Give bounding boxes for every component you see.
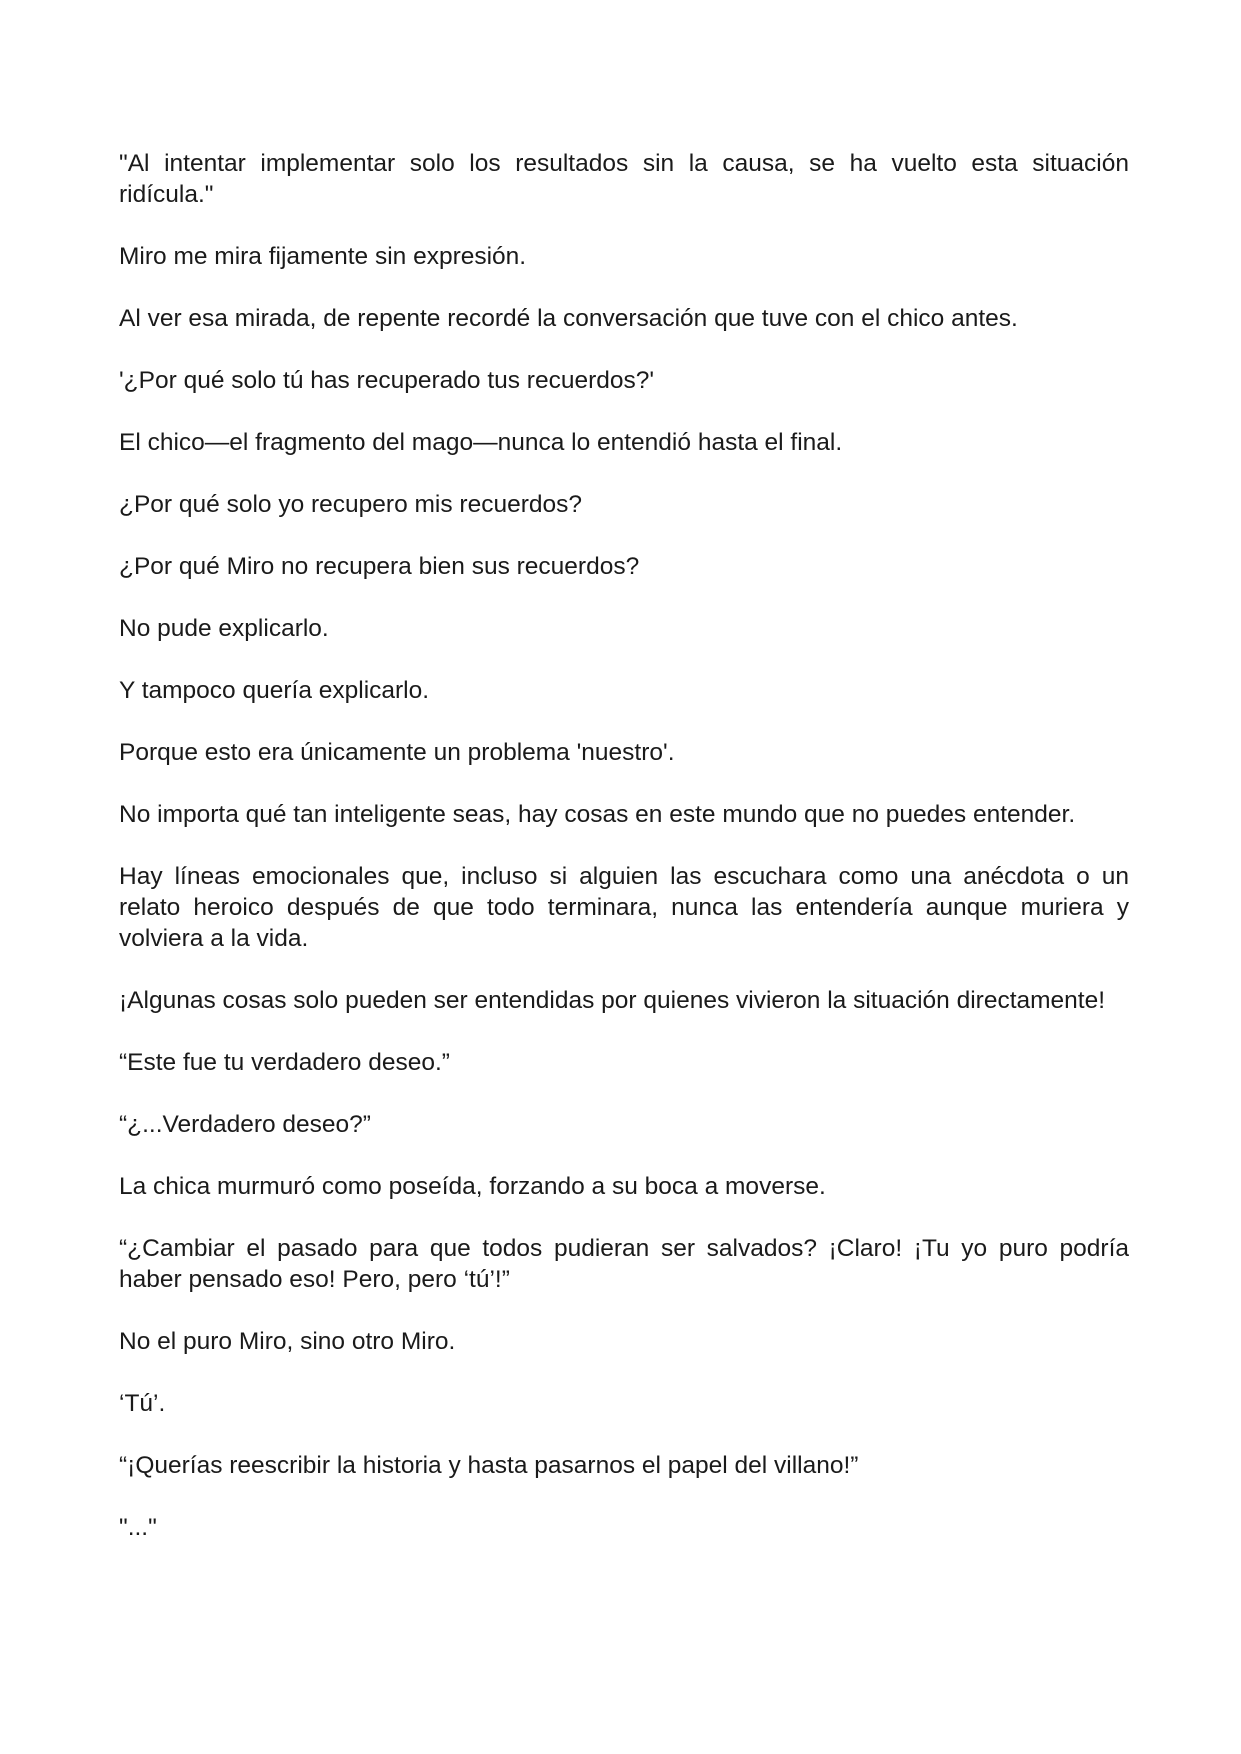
paragraph: ¿Por qué Miro no recupera bien sus recuerdos? bbox=[119, 553, 640, 580]
paragraph: “Este fue tu verdadero deseo.” bbox=[119, 1049, 450, 1076]
paragraph: Porque esto era únicamente un problema 'nuestro'. bbox=[119, 739, 675, 766]
paragraph: No el puro Miro, sino otro Miro. bbox=[119, 1328, 456, 1355]
paragraph: No pude explicarlo. bbox=[119, 615, 329, 642]
paragraph: La chica murmuró como poseída, forzando a su boca a moverse. bbox=[119, 1173, 826, 1200]
paragraph: Y tampoco quería explicarlo. bbox=[119, 677, 430, 704]
paragraph: ¡Algunas cosas solo pueden ser entendidas por quienes vivieron la situación directamente! bbox=[119, 987, 1106, 1014]
paragraph: Hay líneas emocionales que, incluso si alguien las escuchara como una anécdota o un relato heroico después de que todo terminara, nunca las entendería aunque muriera y volviera a la vida. bbox=[119, 863, 1129, 952]
paragraph: ¿Por qué solo yo recupero mis recuerdos? bbox=[119, 491, 582, 518]
paragraph: El chico—el fragmento del mago—nunca lo entendió hasta el final. bbox=[119, 429, 843, 456]
text-column bbox=[119, 148, 1129, 1574]
paragraph: ‘Tú’. bbox=[119, 1390, 166, 1417]
paragraph: Al ver esa mirada, de repente recordé la conversación que tuve con el chico antes. bbox=[119, 305, 1018, 332]
paragraph: “¡Querías reescribir la historia y hasta pasarnos el papel del villano!” bbox=[119, 1452, 859, 1479]
paragraph: “¿...Verdadero deseo?” bbox=[119, 1111, 371, 1138]
paragraph: “¿Cambiar el pasado para que todos pudieran ser salvados? ¡Claro! ¡Tu yo puro podría haber pensado eso! Pero, pero ‘tú’!” bbox=[119, 1235, 1129, 1293]
paragraph: No importa qué tan inteligente seas, hay cosas en este mundo que no puedes entender. bbox=[119, 801, 1076, 828]
paragraph: Miro me mira fijamente sin expresión. bbox=[119, 243, 527, 270]
paragraph: "Al intentar implementar solo los resultados sin la causa, se ha vuelto esta situación ridícula." bbox=[119, 150, 1129, 208]
paragraph: "..." bbox=[119, 1514, 157, 1541]
paragraph: '¿Por qué solo tú has recuperado tus recuerdos?' bbox=[119, 367, 655, 394]
